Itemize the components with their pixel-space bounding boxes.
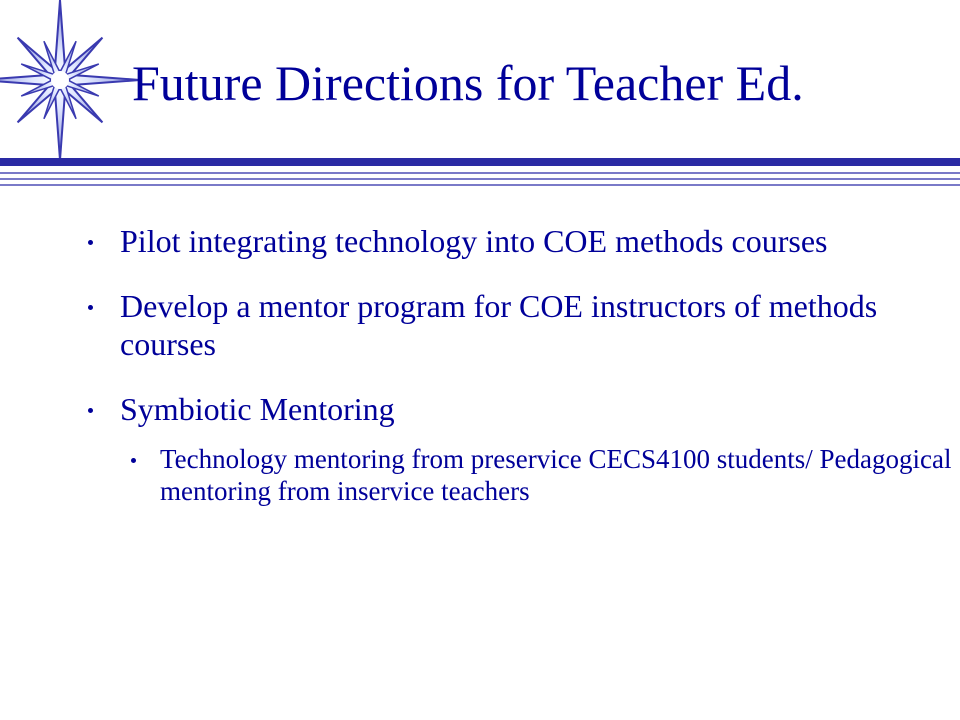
title-underline-thin <box>0 172 960 174</box>
sub-bullet-dot-icon <box>131 458 136 463</box>
title-underline-thin <box>0 184 960 186</box>
bullet-item <box>0 390 960 428</box>
title-underline-thin <box>0 178 960 180</box>
sub-bullet-text: Technology mentoring from preservice CECS4100 students/ Pedagogical mentoring from inservice teachers <box>160 444 952 506</box>
title-underline <box>0 158 960 166</box>
bullet-item <box>0 222 960 260</box>
bullet-item <box>0 287 960 363</box>
bullet-dot-icon <box>88 240 93 245</box>
bullet-text: Develop a mentor program for COE instructors of methods courses <box>120 288 878 362</box>
bullet-dot-icon <box>88 408 93 413</box>
sub-bullet-item <box>0 443 960 507</box>
bullet-text: Pilot integrating technology into COE methods courses <box>120 223 828 259</box>
bullet-list <box>0 222 960 507</box>
bullet-dot-icon <box>88 305 93 310</box>
star-burst-icon <box>0 0 140 170</box>
slide-title: Future Directions for Teacher Ed. <box>132 55 804 111</box>
bullet-text: Symbiotic Mentoring <box>120 391 395 427</box>
